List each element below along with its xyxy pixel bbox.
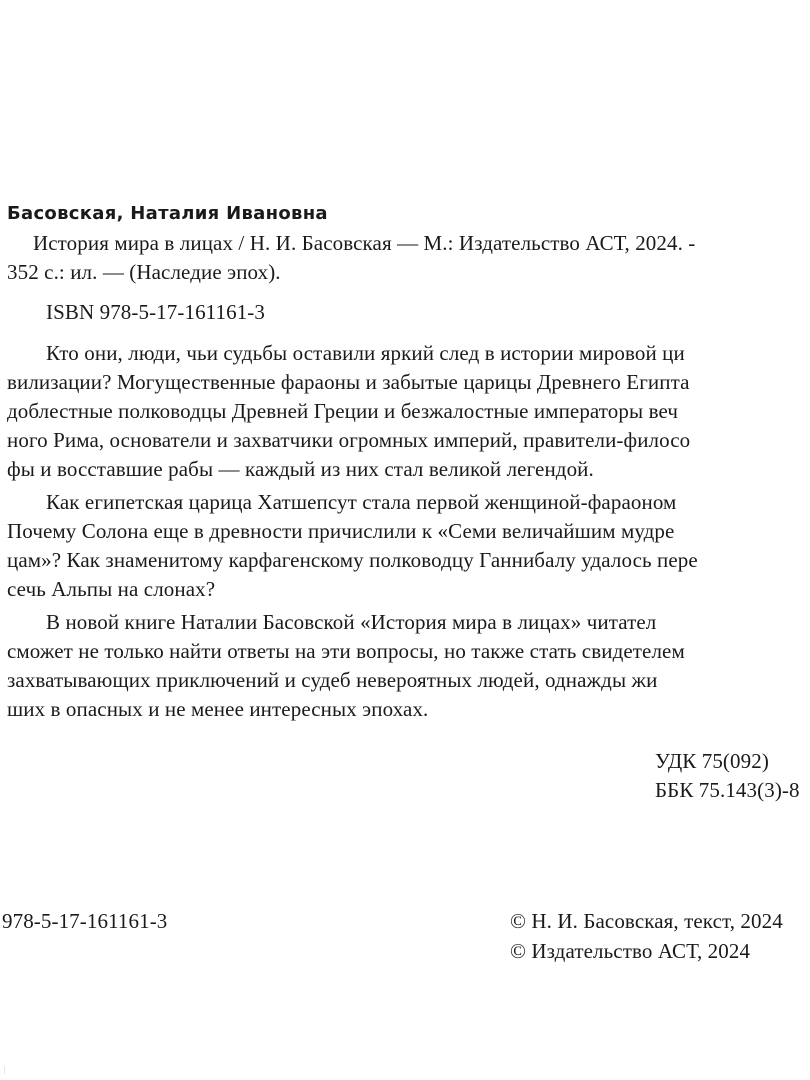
copyright-author: © Н. И. Басовская, текст, 2024: [510, 909, 783, 933]
annotation-line: доблестные полководцы Древней Греции и безжалостные императоры веч: [7, 399, 679, 423]
annotation-line: Кто они, люди, чьи судьбы оставили яркий след в истории мировой ци: [46, 341, 685, 365]
bbk-code: ББК 75.143(3)-8: [655, 778, 800, 802]
isbn-line: ISBN 978-5-17-161161-3: [46, 300, 265, 324]
annotation-line: цам»? Как знаменитому карфагенскому полководцу Ганнибалу удалось пере: [7, 548, 698, 572]
annotation-line: Как египетская царица Хатшепсут стала первой женщиной-фараоном: [46, 490, 677, 514]
annotation-line: вилизации? Могущественные фараоны и забытые царицы Древнего Египта: [7, 370, 690, 394]
annotation-line: сечь Альпы на слонах?: [7, 577, 216, 601]
title-description-line: История мира в лицах / Н. И. Басовская — М.: Издательство АСТ, 2024. -: [33, 231, 696, 255]
annotation-line: В новой книге Наталии Басовской «История мира в лицах» читател: [46, 610, 657, 634]
udk-code: УДК 75(092): [655, 749, 769, 773]
annotation-line: фы и восставшие рабы — каждый из них стал великой легендой.: [7, 457, 594, 481]
pages-series-line: 352 с.: ил. — (Наследие эпох).: [7, 260, 281, 284]
annotation-line: захватывающих приключений и судеб невероятных людей, однажды жи: [7, 668, 658, 692]
footer-isbn: 978-5-17-161161-3: [2, 909, 168, 933]
annotation-line: ших в опасных и не менее интересных эпохах.: [7, 697, 429, 721]
annotation-line: сможет не только найти ответы на эти вопросы, но также стать свидетелем: [7, 639, 685, 663]
annotation-line: Почему Солона еще в древности причислили к «Семи величайшим мудре: [7, 519, 675, 543]
author-name: Басовская, Наталия Ивановна: [7, 203, 328, 224]
scan-artifact: [4, 1066, 11, 1074]
annotation-line: ного Рима, основатели и захватчики огромных империй, правители-филосо: [7, 428, 691, 452]
copyright-publisher: © Издательство АСТ, 2024: [510, 939, 751, 963]
